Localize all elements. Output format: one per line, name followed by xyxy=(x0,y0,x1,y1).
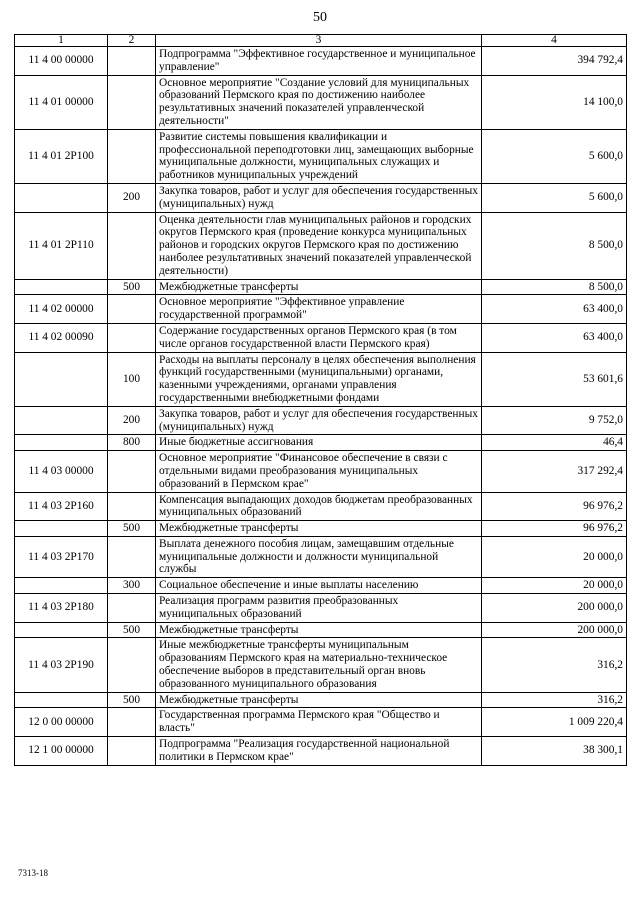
item-name: Государственная программа Пермского края "Общество и власть" xyxy=(156,708,482,737)
item-name: Выплата денежного пособия лицам, замещавшим отдельные муниципальные должности и должности муниципальной службы xyxy=(156,536,482,577)
amount-value: 317 292,4 xyxy=(482,451,627,492)
target-article-code xyxy=(15,435,108,451)
expense-type-code xyxy=(108,295,156,324)
amount-value: 46,4 xyxy=(482,435,627,451)
table-body xyxy=(15,47,627,766)
page-number: 50 xyxy=(313,10,327,25)
target-article-code xyxy=(15,692,108,708)
table-row xyxy=(15,47,627,76)
target-article-code xyxy=(15,279,108,295)
expense-type-code xyxy=(108,323,156,352)
expense-type-code: 500 xyxy=(108,692,156,708)
target-article-code: 11 4 03 2Р190 xyxy=(15,638,108,692)
amount-value: 63 400,0 xyxy=(482,295,627,324)
amount-value: 394 792,4 xyxy=(482,47,627,76)
table-row xyxy=(15,451,627,492)
table-row xyxy=(15,129,627,183)
target-article-code: 12 0 00 00000 xyxy=(15,708,108,737)
target-article-code: 11 4 01 00000 xyxy=(15,75,108,129)
target-article-code xyxy=(15,578,108,594)
item-name: Расходы на выплаты персоналу в целях обеспечения выполнения функций государственными (муниципальными) органами, казенными учреждениями, органами управления государственными внебюджетными фондами xyxy=(156,352,482,406)
table-row xyxy=(15,536,627,577)
expense-type-code xyxy=(108,47,156,76)
item-name: Закупка товаров, работ и услуг для обеспечения государственных (муниципальных) нужд xyxy=(156,406,482,435)
amount-value: 63 400,0 xyxy=(482,323,627,352)
table-row xyxy=(15,75,627,129)
amount-value: 8 500,0 xyxy=(482,212,627,279)
table-row xyxy=(15,279,627,295)
amount-value: 38 300,1 xyxy=(482,737,627,766)
table-row xyxy=(15,521,627,537)
table-row xyxy=(15,212,627,279)
table-row xyxy=(15,638,627,692)
table-row xyxy=(15,352,627,406)
item-name: Основное мероприятие "Эффективное управление государственной программой" xyxy=(156,295,482,324)
target-article-code: 11 4 02 00000 xyxy=(15,295,108,324)
expense-type-code xyxy=(108,75,156,129)
target-article-code xyxy=(15,183,108,212)
expense-type-code: 500 xyxy=(108,521,156,537)
item-name: Содержание государственных органов Пермского края (в том числе органов государственной власти Пермского края) xyxy=(156,323,482,352)
expense-type-code: 100 xyxy=(108,352,156,406)
target-article-code xyxy=(15,622,108,638)
table-row xyxy=(15,622,627,638)
expense-type-code xyxy=(108,638,156,692)
target-article-code xyxy=(15,352,108,406)
item-name: Межбюджетные трансферты xyxy=(156,622,482,638)
table-row xyxy=(15,406,627,435)
target-article-code xyxy=(15,521,108,537)
item-name: Реализация программ развития преобразованных муниципальных образований xyxy=(156,594,482,623)
table-row xyxy=(15,708,627,737)
expense-type-code xyxy=(108,129,156,183)
table-row xyxy=(15,492,627,521)
budget-table xyxy=(14,34,627,766)
item-name: Оценка деятельности глав муниципальных районов и городских округов Пермского края (проведение конкурса муниципальных районов и городских округов Пермского края по достижению наиболее результативных значений показателей управленческой деятельности) xyxy=(156,212,482,279)
item-name: Социальное обеспечение и иные выплаты населению xyxy=(156,578,482,594)
expense-type-code xyxy=(108,708,156,737)
item-name: Подпрограмма "Реализация государственной национальной политики в Пермском крае" xyxy=(156,737,482,766)
expense-type-code: 200 xyxy=(108,406,156,435)
column-header-1: 1 xyxy=(15,35,108,47)
target-article-code: 11 4 03 2Р160 xyxy=(15,492,108,521)
item-name: Межбюджетные трансферты xyxy=(156,279,482,295)
amount-value: 20 000,0 xyxy=(482,578,627,594)
document-code: 7313-18 xyxy=(18,868,48,878)
target-article-code: 11 4 03 2Р170 xyxy=(15,536,108,577)
amount-value: 1 009 220,4 xyxy=(482,708,627,737)
expense-type-code xyxy=(108,594,156,623)
amount-value: 8 500,0 xyxy=(482,279,627,295)
expense-type-code: 200 xyxy=(108,183,156,212)
expense-type-code: 500 xyxy=(108,622,156,638)
item-name: Межбюджетные трансферты xyxy=(156,521,482,537)
amount-value: 9 752,0 xyxy=(482,406,627,435)
item-name: Основное мероприятие "Финансовое обеспечение в связи с отдельными видами преобразования муниципальных образований в Пермском крае" xyxy=(156,451,482,492)
item-name: Иные межбюджетные трансферты муниципальным образованиям Пермского края на материально-техническое обеспечение выборов в представительный орган вновь образованного муниципального образования xyxy=(156,638,482,692)
column-header-2: 2 xyxy=(108,35,156,47)
table-row xyxy=(15,594,627,623)
table-row xyxy=(15,435,627,451)
amount-value: 316,2 xyxy=(482,638,627,692)
column-header-4: 4 xyxy=(482,35,627,47)
amount-value: 5 600,0 xyxy=(482,129,627,183)
item-name: Основное мероприятие "Создание условий для муниципальных образований Пермского края по достижению наиболее результативных значений показателей управленческой деятельности" xyxy=(156,75,482,129)
column-header-3: 3 xyxy=(156,35,482,47)
amount-value: 5 600,0 xyxy=(482,183,627,212)
amount-value: 20 000,0 xyxy=(482,536,627,577)
item-name: Иные бюджетные ассигнования xyxy=(156,435,482,451)
table-row xyxy=(15,295,627,324)
expense-type-code xyxy=(108,492,156,521)
amount-value: 14 100,0 xyxy=(482,75,627,129)
target-article-code: 11 4 00 00000 xyxy=(15,47,108,76)
expense-type-code: 500 xyxy=(108,279,156,295)
amount-value: 200 000,0 xyxy=(482,594,627,623)
target-article-code: 12 1 00 00000 xyxy=(15,737,108,766)
item-name: Подпрограмма "Эффективное государственное и муниципальное управление" xyxy=(156,47,482,76)
target-article-code xyxy=(15,406,108,435)
expense-type-code xyxy=(108,737,156,766)
amount-value: 96 976,2 xyxy=(482,521,627,537)
amount-value: 96 976,2 xyxy=(482,492,627,521)
table-row xyxy=(15,323,627,352)
table-row xyxy=(15,183,627,212)
target-article-code: 11 4 01 2Р100 xyxy=(15,129,108,183)
expense-type-code xyxy=(108,451,156,492)
item-name: Закупка товаров, работ и услуг для обеспечения государственных (муниципальных) нужд xyxy=(156,183,482,212)
amount-value: 200 000,0 xyxy=(482,622,627,638)
target-article-code: 11 4 02 00090 xyxy=(15,323,108,352)
target-article-code: 11 4 03 2Р180 xyxy=(15,594,108,623)
table-row xyxy=(15,578,627,594)
amount-value: 316,2 xyxy=(482,692,627,708)
item-name: Компенсация выпадающих доходов бюджетам преобразованных муниципальных образований xyxy=(156,492,482,521)
expense-type-code xyxy=(108,212,156,279)
item-name: Развитие системы повышения квалификации и профессиональной переподготовки лиц, замещающих выборные муниципальные должности, муниципальных служащих и работников муниципальных учреждений xyxy=(156,129,482,183)
table-row xyxy=(15,737,627,766)
target-article-code: 11 4 01 2Р110 xyxy=(15,212,108,279)
expense-type-code: 800 xyxy=(108,435,156,451)
amount-value: 53 601,6 xyxy=(482,352,627,406)
expense-type-code xyxy=(108,536,156,577)
item-name: Межбюджетные трансферты xyxy=(156,692,482,708)
target-article-code: 11 4 03 00000 xyxy=(15,451,108,492)
expense-type-code: 300 xyxy=(108,578,156,594)
table-row xyxy=(15,692,627,708)
table-header-row xyxy=(15,35,627,47)
